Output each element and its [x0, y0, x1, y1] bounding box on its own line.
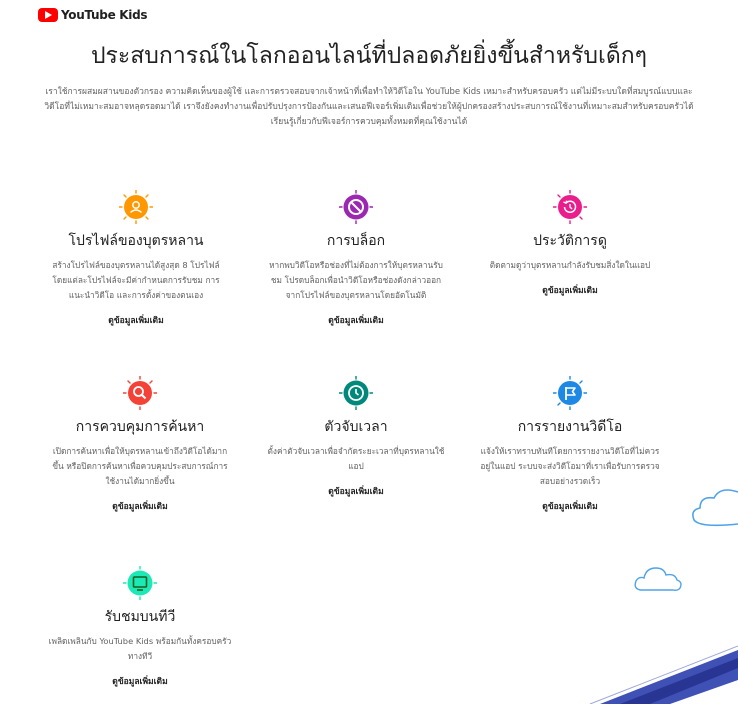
feature-title: ตัวจับเวลา: [324, 419, 388, 435]
feature-watch-on-tv: [48, 566, 232, 688]
feature-history: [478, 190, 662, 297]
learn-more-link[interactable]: ดูข้อมูลเพิ่มเติม: [328, 316, 384, 326]
brand-name: YouTube Kids: [61, 8, 148, 22]
feature-timer: [264, 376, 448, 498]
feature-title: โปรไฟล์ของบุตรหลาน: [68, 233, 204, 249]
learn-more-link[interactable]: ดูข้อมูลเพิ่มเติม: [542, 286, 598, 296]
timer-icon: [339, 376, 373, 410]
cloud-decoration: [690, 480, 738, 530]
search-icon: [123, 376, 157, 410]
feature-description: ตั้งค่าตัวจับเวลาเพื่อจำกัดระยะเวลาที่บุตรหลานใช้แอป: [267, 446, 445, 471]
learn-more-link[interactable]: ดูข้อมูลเพิ่มเติม: [108, 316, 164, 326]
feature-title: ประวัติการดู: [533, 233, 607, 249]
learn-more-link[interactable]: ดูข้อมูลเพิ่มเติม: [112, 502, 168, 512]
stripe-decoration: [560, 640, 738, 704]
intro-text: เราใช้การผสมผสานของตัวกรอง ความคิดเห็นของผู้ใช้ และการตรวจสอบจากเจ้าหน้าที่เพื่อทำให้วิดีโอใน YouTube Kids เหมาะสำหรับครอบครัว แต่ไม่มีระบบใดที่สมบูรณ์แบบและวิดีโอที่ไม่เหมาะสมอาจหลุดรอดมาได้ เราจึงยังคงทำงานเพื่อปรับปรุงการป้องกันและเสนอฟีเจอร์เพิ่มเติมเพื่อช่วยให้ผู้ปกครองสร้างประสบการณ์ใช้งานที่เหมาะสมสำหรับครอบครัวได้ เรียนรู้เกี่ยวกับฟีเจอร์การควบคุมทั้งหมดที่คุณใช้งานได้: [44, 87, 694, 127]
play-logo-icon: [38, 8, 58, 22]
youtube-kids-logo[interactable]: [38, 8, 147, 22]
cloud-decoration: [633, 563, 683, 593]
feature-description: เพลิดเพลินกับ YouTube Kids พร้อมกันทั้งครอบครัวทางทีวี: [48, 636, 232, 661]
page-title: ประสบการณ์ในโลกออนไลน์ที่ปลอดภัยยิ่งขึ้นสำหรับเด็กๆ: [90, 43, 648, 69]
tv-icon: [123, 566, 157, 600]
block-icon: [339, 190, 373, 224]
feature-description: หากพบวิดีโอหรือช่องที่ไม่ต้องการให้บุตรหลานรับชม โปรดบล็อกเพื่อนำวิดีโอหรือช่องดังกล่าวออกจากโปรไฟล์ของบุตรหลานโดยอัตโนมัติ: [269, 260, 443, 300]
flag-icon: [553, 376, 587, 410]
feature-search-controls: [48, 376, 232, 513]
feature-description: เปิดการค้นหาเพื่อให้บุตรหลานเข้าถึงวิดีโอได้มากขึ้น หรือปิดการค้นหาเพื่อควบคุมประสบการณ์การใช้งานได้มากยิ่งขึ้น: [52, 446, 228, 486]
feature-title: การควบคุมการค้นหา: [75, 419, 205, 435]
feature-description: ติดตามดูว่าบุตรหลานกำลังรับชมสิ่งใดในแอป: [489, 260, 651, 270]
learn-more-link[interactable]: ดูข้อมูลเพิ่มเติม: [542, 502, 598, 512]
feature-title: รับชมบนทีวี: [104, 609, 176, 625]
profile-icon: [119, 190, 153, 224]
feature-blocking: [264, 190, 448, 327]
learn-more-link[interactable]: ดูข้อมูลเพิ่มเติม: [112, 677, 168, 687]
feature-title: การรายงานวิดีโอ: [517, 419, 623, 435]
history-icon: [553, 190, 587, 224]
feature-title: การบล็อก: [326, 233, 386, 249]
feature-profiles: [44, 190, 228, 327]
learn-more-link[interactable]: ดูข้อมูลเพิ่มเติม: [328, 487, 384, 497]
feature-description: แจ้งให้เราทราบทันทีโดยการรายงานวิดีโอที่ไม่ควรอยู่ในแอป ระบบจะส่งวิดีโอมาที่เราเพื่อรับการตรวจสอบอย่างรวดเร็ว: [480, 446, 660, 486]
feature-description: สร้างโปรไฟล์ของบุตรหลานได้สูงสุด 8 โปรไฟล์ โดยแต่ละโปรไฟล์จะมีค่ากำหนดการรับชม การแนะนำวิดีโอ และการตั้งค่าของตนเอง: [52, 260, 220, 300]
feature-report-video: [478, 376, 662, 513]
